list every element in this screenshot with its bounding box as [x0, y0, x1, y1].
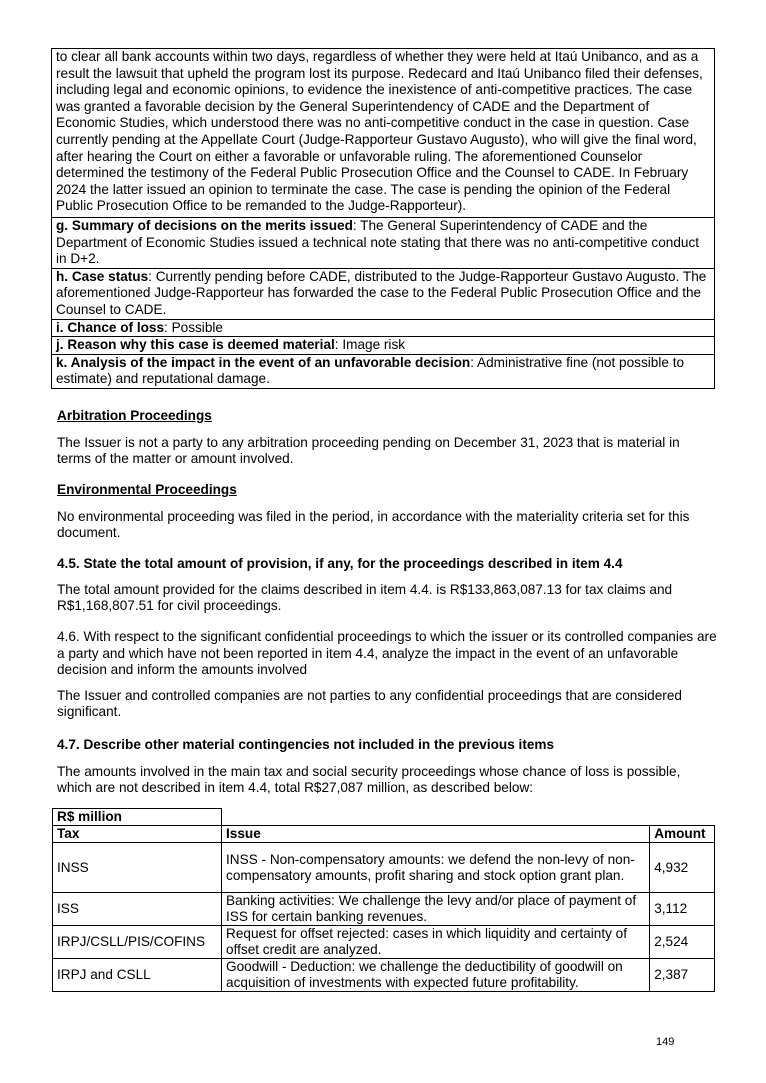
unit-label: R$ million: [53, 809, 222, 826]
tax-cell: INSS: [53, 843, 222, 893]
field-label: j. Reason why this case is deemed material: [56, 337, 335, 353]
arbitration-text: The Issuer is not a party to any arbitration proceeding pending on December 31, 2023 that is material in terms of the matter or amount involved.: [57, 434, 680, 467]
case-paragraph: to clear all bank accounts within two days, regardless of whether they were held at Itaú Unibanco, and as a result the lawsuit that upheld the program lost its purpose. Redecard and Itaú Unibanco filed their defenses, including legal and economic opinions, to evidence the inexistence of anti-competitive practices. The case was granted a favorable decision by the General Superintendency of CADE and the Department of Economic Studies, which understood there was no anti-competitive conduct in the case in question. Case currently pending at the Appellate Court (Judge-Rapporteur Gustavo Augusto), who will give the final word, after hearing the Court on either a favorable or unfavorable ruling. The aforementioned Counselor determined the testimony of the Federal Public Prosecution Office and the Counsel to CADE. In February 2024 the latter issued an opinion to terminate the case. The case is pending the opinion of the Federal Public Prosecution Office to be remanded to the Judge-Rapporteur).: [52, 49, 715, 218]
unit-row: [53, 809, 715, 826]
case-row-k: [52, 354, 715, 388]
header-row: [53, 826, 715, 843]
section-4-6-heading: 4.6. With respect to the significant confidential proceedings to which the issuer or its controlled companies are a party and which have not been reported in item 4.4, analyze the impact in the event of an unfavorable decision and inform the amounts involved: [57, 629, 717, 678]
amount-cell: 3,112: [650, 893, 715, 926]
section-4-5-heading: 4.5. State the total amount of provision, if any, for the proceedings described in item 4.4: [57, 556, 623, 571]
column-header: Amount: [650, 826, 715, 843]
case-row-h: [52, 268, 715, 319]
case-details-table: [51, 48, 715, 389]
tax-cell: IRPJ and CSLL: [53, 959, 222, 992]
field-value: : The General Superintendency of CADE and the Department of Economic Studies issued a technical note stating that there was no anti-competitive conduct in D+2.: [56, 217, 700, 267]
field-label: i. Chance of loss: [56, 319, 165, 335]
amount-cell: 4,932: [650, 843, 715, 893]
tax-cell: IRPJ/CSLL/PIS/COFINS: [53, 926, 222, 959]
table-row: [53, 926, 715, 959]
column-header: Issue: [222, 826, 650, 843]
tax-cell: ISS: [53, 893, 222, 926]
issue-cell: Request for offset rejected: cases in which liquidity and certainty of offset credit are analyzed.: [222, 926, 650, 959]
table-row: [53, 959, 715, 992]
amount-cell: 2,524: [650, 926, 715, 959]
column-header: Tax: [53, 826, 222, 843]
amount-cell: 2,387: [650, 959, 715, 992]
section-4-7-heading: 4.7. Describe other material contingencies not included in the previous items: [57, 737, 555, 752]
table-row: [53, 893, 715, 926]
issue-cell: Goodwill - Deduction: we challenge the deductibility of goodwill on acquisition of investments with expected future profitability.: [222, 959, 650, 992]
arbitration-heading: Arbitration Proceedings: [57, 408, 212, 423]
issue-cell: Banking activities: We challenge the levy and/or place of payment of ISS for certain banking revenues.: [222, 893, 650, 926]
case-row-j: [52, 337, 715, 355]
section-4-5-text: The total amount provided for the claims described in item 4.4. is R$133,863,087.13 for tax claims and R$1,168,807.51 for civil proceedings.: [57, 581, 673, 614]
section-4-6: [57, 629, 717, 721]
field-value: : Administrative fine (not possible to estimate) and reputational damage.: [56, 354, 685, 387]
section-4-7-text: The amounts involved in the main tax and social security proceedings whose chance of loss is possible, which are not described in item 4.4, total R$27,087 million, as described below:: [57, 763, 681, 796]
issue-cell: INSS - Non-compensatory amounts: we defend the non-levy of non-compensatory amounts, profit sharing and stock option grant plan.: [222, 843, 650, 893]
field-label: k. Analysis of the impact in the event of an unfavorable decision: [56, 354, 471, 370]
environmental-text: No environmental proceeding was filed in the period, in accordance with the materiality criteria set for this document.: [57, 508, 690, 541]
environmental-section: [57, 482, 717, 542]
page-number: 149: [656, 1036, 675, 1048]
case-row-i: [52, 319, 715, 337]
arbitration-section: [57, 408, 717, 468]
field-value: : Currently pending before CADE, distributed to the Judge-Rapporteur Gustavo Augusto. The aforementioned Judge-Rapporteur has forwarded the case to the Federal Public Prosecution Office and the Counsel to CADE.: [56, 268, 707, 317]
field-value: : Possible: [164, 319, 223, 335]
section-4-6-text: The Issuer and controlled companies are not parties to any confidential proceedings that are considered significant.: [57, 687, 682, 720]
case-row-g: [52, 217, 715, 268]
table-row: [53, 843, 715, 893]
case-row-f: [52, 49, 715, 218]
field-label: h. Case status: [56, 268, 149, 284]
field-label: g. Summary of decisions on the merits issued: [56, 217, 353, 233]
field-value: : Image risk: [334, 337, 406, 353]
tax-contingencies-table: [52, 808, 715, 992]
environmental-heading: Environmental Proceedings: [57, 482, 237, 497]
section-4-5: [57, 556, 717, 615]
section-4-7: [57, 737, 717, 797]
